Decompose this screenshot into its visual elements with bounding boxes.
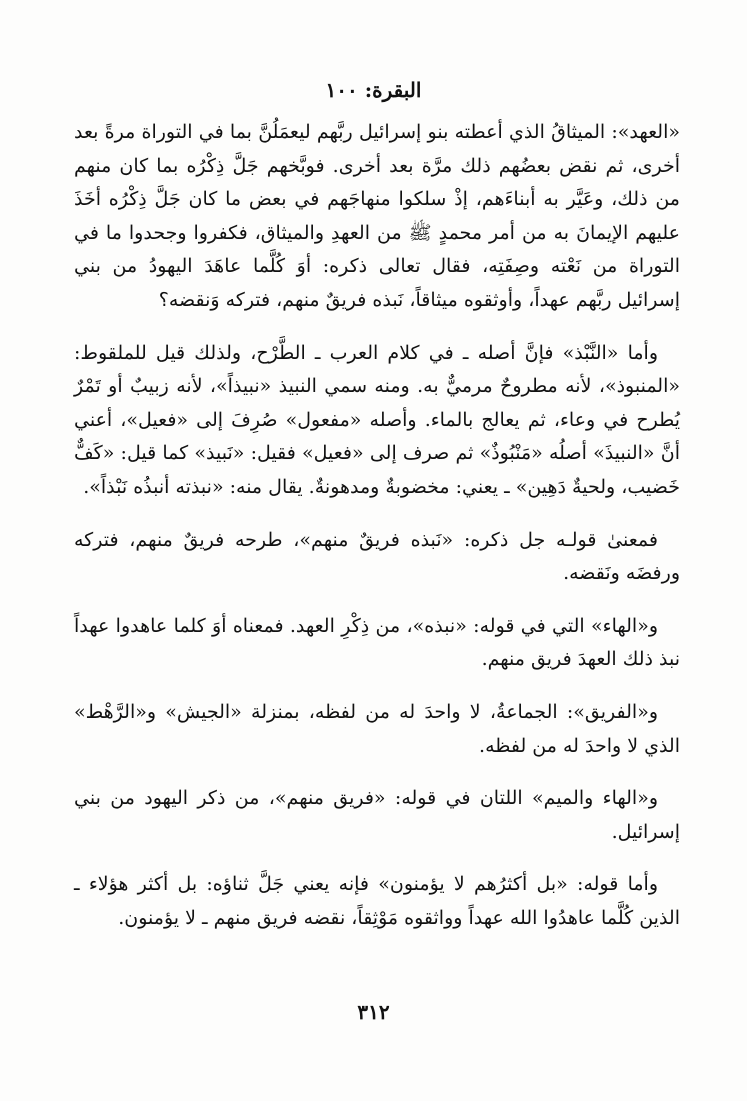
paragraph-fareeq: و«الفريق»: الجماعةُ، لا واحدَ له من لفظه، بمنزلة «الجيش» و«الرَّهْط» الذي لا واحدَ له من لفظه. — [74, 700, 680, 757]
paragraph-haa-meem: و«الهاء والميم» اللتان في قوله: «فريق منهم»، من ذكر اليهود من بني إسرائيل. — [74, 787, 680, 843]
paragraph-akthar: وأما قوله: «بل أكثرُهم لا يؤمنون» فإنه يعني جَلَّ ثناؤه: بل أكثر هؤلاء ـ الذين كُلَّما عاهدُوا الله عهداً وواثقوه مَوْثِقاً، نقضه فريق منهم ـ لا يؤمنون. — [74, 873, 680, 929]
running-header: البقرة: ١٠٠ — [325, 78, 422, 102]
paragraph-haa: و«الهاء» التي في قوله: «نبذه»، من ذِكْرِ العهد. فمعناه أوَ كلما عاهدوا عهداً نبذ ذلك العهدَ فريق منهم. — [74, 614, 680, 671]
paragraph-meaning: فمعنىٰ قولـه جل ذكره: «نَبذه فريقٌ منهم»، طرحه فريقٌ منهم، فتركه ورفضَه ونَقضه. — [74, 528, 680, 585]
page-number: ٣١٢ — [357, 1000, 390, 1024]
body-text — [74, 116, 680, 954]
paragraph-nabdh: وأما «النَّبْذ» فإنَّ أصله ـ في كلام العرب ـ الطَّرْح، ولذلك قيل للملقوط: «المنبوذ»، لأنه مطروحٌ مرميٌّ به. ومنه سمي النبيذ «نبيذاً»، لأنه زبيبٌ أو تَمْرٌ يُطرح في وعاء، ثم يعالج بالماء. وأصله «مفعول» صُرِفَ إلى «فعيل»، أعني أنَّ «النبيذَ» أصلُه «مَنْبُوذٌ» ثم صرف إلى «فعيل» فقيل: «نَبيذ» كما قيل: «كَفٌّ خَضيب، ولحيةٌ دَهِين» ـ يعني: مخضوبةٌ ومدهونةٌ. يقال منه: «نبذته أنبذُه نَبْذاً». — [74, 341, 680, 498]
paragraph-ahd: «العهد»: الميثاقُ الذي أعطته بنو إسرائيل ربَّهم ليعمَلُنَّ بما في التوراة مرةً بعد أخرى، ثم نقض بعضُهم ذلك مرَّة بعد أخرى. فوبَّخهم جَلَّ ذِكْرُه بما كان منهم من ذلك، وعَيَّر به أبناءَهم، إذْ سلكوا منهاجَهم في بعض ما كان جَلَّ ذِكْرُه أخَذَ عليهم الإيمانَ به من أمر محمدٍ ﷺ من العهدِ والميثاق، فكفروا وجحدوا ما في التوراة من نَعْته وصِفَتِه، فقال تعالى ذكره: أوَ كُلَّما عاهَدَ اليهودُ من بني إسرائيل ربَّهم عهداً، وأوثقوه ميثاقاً، نَبذه فريقٌ منهم، فتركه وَنقضه؟ — [74, 121, 680, 311]
